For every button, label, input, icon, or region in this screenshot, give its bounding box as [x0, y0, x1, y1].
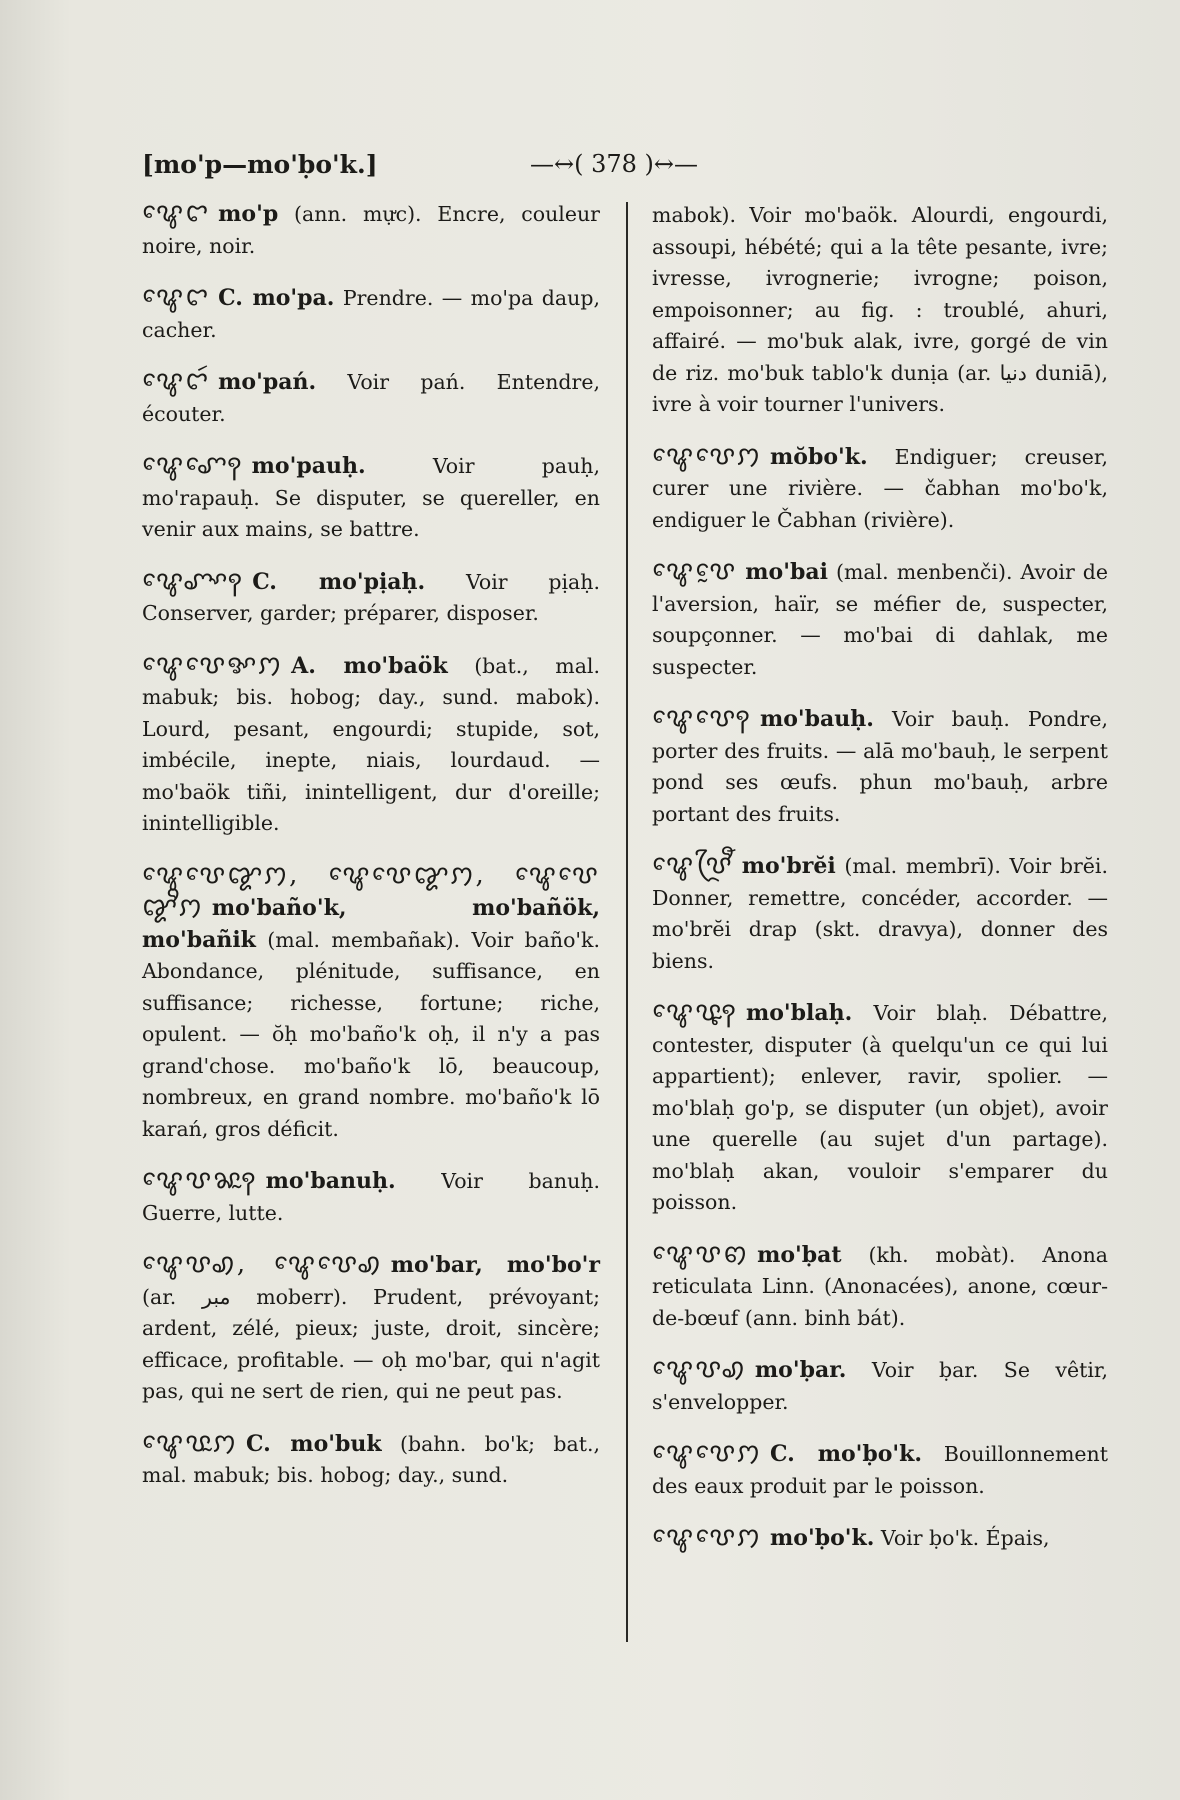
- dictionary-entry: [652, 703, 1108, 830]
- dictionary-entry: [142, 650, 600, 840]
- headword: mo'ḅat: [757, 1241, 842, 1268]
- definition: Voir blaḥ. Débattre, contester, disputer (à quelqu'un ce qui lui appartient); enlever, ravir, spolier. — mo'blaḥ go'p, se disputer (un objet), avoir une querelle (au sujet d'un partage). mo'blaḥ akan, vouloir s'emparer du poisson.: [652, 1001, 1108, 1214]
- dictionary-entry: [652, 1354, 1108, 1418]
- headword: C. mo'buk: [246, 1430, 382, 1457]
- page-header: [142, 150, 1030, 190]
- headword: mo'ḅar.: [754, 1357, 847, 1383]
- headword: mo'bauḥ.: [759, 706, 874, 732]
- definition: (bat., mal. mabuk; bis. hobog; day., sund. mabok). Lourd, pesant, engourdi; stupide, sot, imbécile, inepte, niais, lourdaud. — mo'baök tiñi, inintelligent, dur d'oreille; inintelligible.: [142, 653, 600, 835]
- cham-script: ꨥꨯꨝꩉ, ꨥꨯꨝꨯꩉ: [142, 1249, 383, 1279]
- dictionary-entry: [142, 450, 600, 546]
- definition: Bouillonnement des eaux produit par le poisson.: [652, 1442, 1108, 1498]
- running-head: [mo'p—mo'ḅo'k.]: [142, 150, 378, 179]
- headword: mo'pań.: [218, 369, 317, 395]
- headword: C. mo'pịaḥ.: [252, 568, 426, 595]
- definition: Endiguer; creuser, curer une rivière. — čabhan mo'bo'k, endiguer le Čabhan (rivière).: [652, 444, 1108, 532]
- cham-script: ꨥꨯꨝꨯꨀꩀ: [142, 649, 284, 680]
- headword: mo'bar, mo'bo'r: [390, 1252, 600, 1278]
- cham-script: ꨥꨯꨝꨯꩀ: [652, 1522, 763, 1552]
- headword: mo'bai: [745, 559, 828, 585]
- cham-script: ꨥꨯꨝꩅ: [652, 1238, 750, 1269]
- cham-script: ꨥꨯꨝꨴꨬ: [652, 850, 734, 880]
- definition: (ar. مبر moberr). Prudent, prévoyant; ardent, zélé, pieux; juste, droit, sincère; efficace, profitable. — oḥ mo'bar, qui n'agit pas, qui ne sert de rien, qui ne peut pas.: [142, 1284, 600, 1403]
- cham-script: ꨥꨯꨤꩃ: [142, 366, 211, 396]
- dictionary-entry: [652, 441, 1108, 537]
- left-column: [142, 198, 600, 1512]
- cham-script: ꨥꨯꨝꨰ: [652, 556, 738, 586]
- continued-entry: mabok). Voir mo'baök. Alourdi, engourdi, assoupi, hébété; qui a la tête pesante, ivre; ivresse, ivrognerie; ivrogne; poison, empoisonner; au fig. : troublé, ahuri, affairé. — mo'buk alak, ivre, gorgé de vin de riz. mo'buk tablo'k dunịa (ar. دنيا duniā), ivre à voir tourner l'univers.: [652, 203, 1108, 416]
- definition: Voir bauḥ. Pondre, porter des fruits. — alā mo'bauḥ, le serpent pond ses œufs. phun mo'bauḥ, arbre portant des fruits.: [652, 707, 1108, 826]
- cham-script: ꨥꨯꨤ: [142, 198, 211, 228]
- headword: mo'p: [218, 201, 279, 227]
- cham-script: ꨥꨯꨝꨯꩀ: [652, 1438, 763, 1468]
- headword: mŏbo'k.: [770, 443, 868, 470]
- dictionary-entry: [652, 1239, 1108, 1335]
- headword: mo'baño'k, mo'bañök, mo'bañik: [142, 895, 600, 953]
- dictionary-entry: [652, 1522, 1108, 1555]
- cham-script: ꨥꨯꨝꨯꨑꩀ, ꨥꨯꨝꨯꨑꩀ, ꨥꨯꨝꨯꨑꨪꩀ: [142, 859, 600, 922]
- definition: Voir pań. Entendre, écouter.: [142, 370, 600, 426]
- cham-script: ꨥꨯꨝꩉ: [652, 1354, 747, 1384]
- headword: mo'banuḥ.: [265, 1168, 396, 1194]
- column-divider: [626, 202, 628, 1642]
- dictionary-entry: [142, 860, 600, 1146]
- dictionary-entry: [142, 1249, 600, 1408]
- definition: Voir ḅo'k. Épais,: [874, 1526, 1050, 1550]
- cham-script: ꨥꨯꨤ: [142, 282, 211, 312]
- dictionary-entry: [652, 1438, 1108, 1502]
- dictionary-entry: [652, 556, 1108, 683]
- cham-script: ꨥꨯꨝꨗꨭꩍ: [142, 1165, 258, 1195]
- definition: Voir pauḥ, mo'rapauḥ. Se disputer, se quereller, en venir aux mains, se battre.: [142, 454, 600, 541]
- dictionary-entry: [142, 1165, 600, 1229]
- cham-script: ꨥꨯꨝꨵꩍ: [652, 997, 738, 1027]
- dictionary-entry: [142, 1428, 600, 1492]
- dictionary-entry: [142, 366, 600, 430]
- headword: A. mo'baök: [291, 652, 448, 679]
- dictionary-entry: [652, 850, 1108, 977]
- definition: (mal. membrī). Voir brĕi. Donner, remettre, concéder, accorder. — mo'brĕi drap (skt. dravya), donner des biens.: [652, 854, 1108, 973]
- headword: C. mo'pa.: [218, 285, 335, 311]
- definition: Voir banuḥ. Guerre, lutte.: [142, 1169, 600, 1225]
- dictionary-entry: [142, 198, 600, 262]
- headword: mo'pauḥ.: [251, 453, 366, 479]
- cham-script: ꨥꨯꨚꨳꩍ: [142, 565, 245, 596]
- definition: Prendre. — mo'pa daup, cacher.: [142, 286, 600, 342]
- definition: (mal. menbenči). Avoir de l'aversion, haïr, se méfier de, suspecter, soupçonner. — mo'bai di dahlak, me suspecter.: [652, 560, 1108, 679]
- cham-script: ꨥꨯꨚꨯꩍ: [142, 450, 244, 480]
- definition: (bahn. bo'k; bat., mal. mabuk; bis. hobog; day., sund.: [142, 1431, 600, 1487]
- definition: Voir ḅar. Se vêtir, s'envelopper.: [652, 1358, 1108, 1414]
- dictionary-entry: [142, 566, 600, 630]
- definition: Voir pịaḥ. Conserver, garder; préparer, disposer.: [142, 569, 600, 625]
- cham-script: ꨥꨯꨝꨯꩍ: [652, 703, 752, 733]
- right-column: [652, 200, 1108, 1575]
- definition: (mal. membañak). Voir baño'k. Abondance, plénitude, suffisance, en suffisance; richesse, fortune; riche, opulent. — ŏḥ mo'baño'k oḥ, il n'y a pas grand'chose. mo'baño'k lō, beaucoup, nombreux, en grand nombre. mo'baño'k lō karań, gros déficit.: [142, 927, 600, 1141]
- headword: mo'blaḥ.: [745, 1000, 853, 1026]
- cham-script: ꨥꨯꨝꨭꩀ: [142, 1427, 239, 1458]
- cham-script: ꨥꨯꨝꨯꩀ: [652, 440, 763, 471]
- definition: (ann. mực). Encre, couleur noire, noir.: [142, 202, 600, 258]
- headword: mo'brĕi: [741, 853, 836, 879]
- headword: C. mo'ḅo'k.: [770, 1441, 923, 1467]
- definition: (kh. mobàt). Anona reticulata Linn. (Anonacées), anone, cœur-de-bœuf (ann. binh bát).: [652, 1242, 1108, 1330]
- headword: mo'ḅo'k.: [770, 1525, 875, 1551]
- page-number: —↔( 378 )↔—: [530, 150, 699, 178]
- dictionary-entry: [142, 282, 600, 346]
- dictionary-entry: [652, 997, 1108, 1219]
